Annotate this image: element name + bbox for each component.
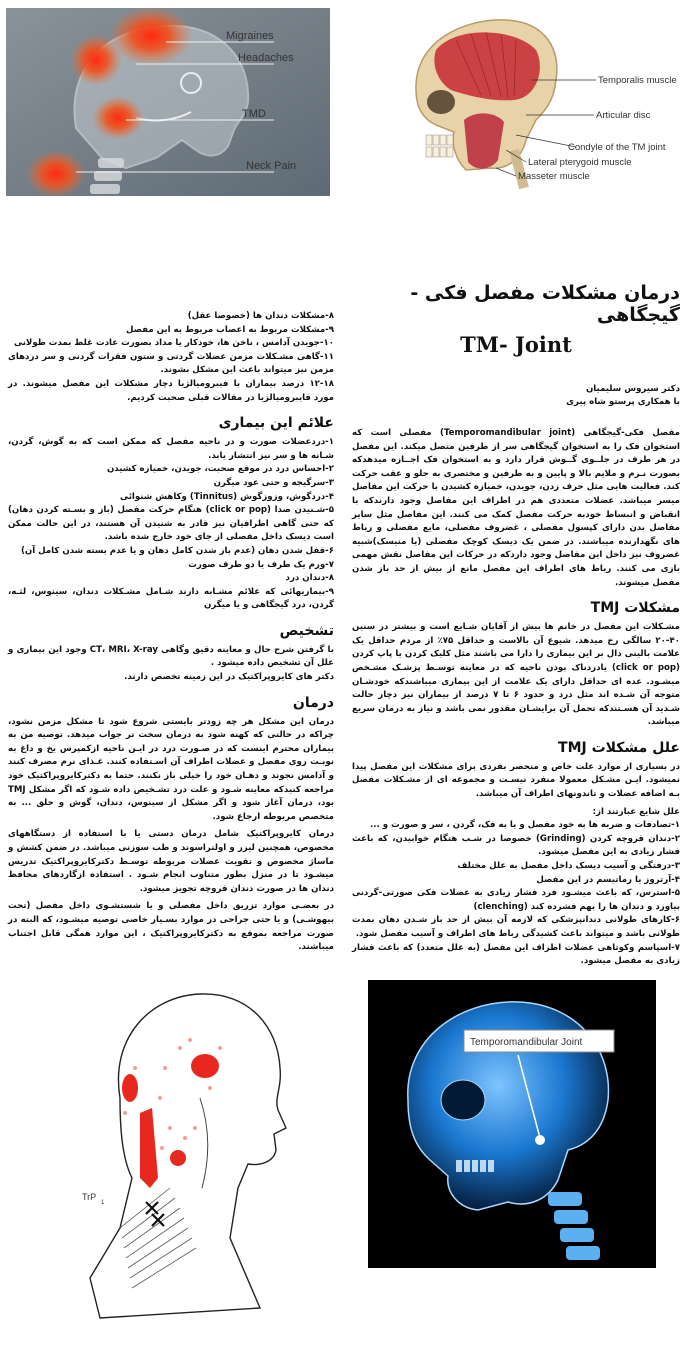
trp-label: TrP <box>82 1192 97 1202</box>
treatment-paragraph: درمان کایروپراکتیک شامل درمان دستی یا با استفاده از دستگاههای مخصوص، همچنین لیزر و اولتراسوند و طب سوزنی میباشد. در ضمن کشش و ماساژ مخصوص و تقویت عضلات مربوطه توسـط دکترکایروپراکتیک تدریس میشـود تا در منزل بطور متناوب انجام شـود . استفاده ازگاردهای محافظ دندان ها در صورت دندان قروچه تجویز میشود. <box>8 829 334 894</box>
symptom-item: ۶-قفل شدن دهان (عدم باز شدن کامل دهان و یا عدم بسته شدن کامل آن) <box>20 545 334 556</box>
symptom-item: ۹-بیماریهائی که علائم مشـابه دارند شـامل مشـکلات دندان، سینوس، لثـه، گردن، درد گیجگاهی و یا میگرن <box>8 586 334 611</box>
tmj-causes-paragraph: در بسیاری از موارد علت خاص و منحصر بفردی برای مشکلات این مفصل پیدا نمیشود. ایـن مشـکل معمولا منفرد نیسـت و مجموعه ای از مشـکلات مفصل بـه اضافه عضلات و تاندونهای اطراف آن میباشد. <box>352 761 680 800</box>
neck-glow <box>26 150 86 196</box>
cause-item: ۳-درفتگی و آسیب دیسک داخل مفصل به علل مختلف <box>457 861 680 872</box>
head-pain-illustration <box>6 8 330 196</box>
author-name: دکتر سیروس سلیمیان <box>585 384 680 394</box>
trp-subscript: 1 <box>101 1200 105 1206</box>
headache-glow <box>70 34 122 86</box>
article-subtitle: TM- Joint <box>460 332 572 357</box>
pain-zone-temple <box>191 1054 219 1078</box>
label-condyle: Condyle of the TM joint <box>568 142 666 153</box>
label-masseter: Masseter muscle <box>518 171 590 182</box>
head-pain-figure <box>6 8 330 196</box>
diagnosis-text: با گرفتن شرح حال و معاینه دقیق وگاهی CT، MRI، X-ray وجود این بیماری و علل آن تشخیص داده میشود . <box>8 644 334 669</box>
cause-item: ۴-آرتروز یا رماتیسم در این مفصل <box>536 874 680 885</box>
cause-item: ۲-دندان قروچه کردن (Grinding) خصوصا در شـب هنگام خوابیدن، که باعث فشار زیادی به این مفصل میشود. <box>352 833 680 858</box>
section-heading-symptoms: علائم این بیماری <box>218 415 334 432</box>
symptom-item: ۷-ورم یک طرف یا دو طرف صورت <box>188 559 334 570</box>
cause-item: ۹-مشکلات مربوط به اعصاب مربوط به این مفصل <box>126 324 334 335</box>
label-headaches: Headaches <box>238 52 294 64</box>
cause-item: ۱۲-۱۸ درصد بیماران با فیبرومیالژیا دچار مشکلات این مفصل میشوند. در مورد فایبرومیالژیا در مقالات قبلی صحبت کردیم. <box>8 378 334 403</box>
label-migraines: Migraines <box>226 30 274 42</box>
cause-item: ۵-استرس، که باعث میشـود فرد فشار زیادی به عضلات فکی صورتی-گردنی بیاورد و دندان ها را بهم فشرده کند (clenching) <box>352 888 680 912</box>
symptom-item: ۸-دندان درد <box>285 573 334 584</box>
pain-zone-jaw <box>170 1150 186 1166</box>
cause-item: ۱۱-گاهی مشـکلات مزمن عضلات گردنی و ستون فقرات گردنی و سر دردهای مزمن نیز میتواند باعث این مشکل بشوند. <box>8 351 334 376</box>
section-heading-diagnosis: تشخیص <box>279 622 334 639</box>
treatment-paragraph: درمان این مشکل هر چه زودتر بایستی شروع شود تا مشکل مزمن نشود، چراکه در حالتی که کهنه شود به درمان سخت تر جواب میدهد. توصیه من به بیماران محترم اینست که در صـورت درد در ایـن ناحیه ازکمپرس یخ و داغ به نوبـت روی مفصل و عضلات اطراف آن اسـتفاده کنند. غـذای نرم مصرف کنند و آدامس نجوند و دهـان خود را خیلی باز نکنند. حتما به دکترکایروپراکتیک خود مراجعه کنیدکه معاینه شـود و علت درد تشـخیص داده شـود که اگر مشکل TMJ بود، درمان آغاز شود و اگر مشکل از سینوس، دندان، گوش و حلق ... به متخصص مربوطه ارجاع شود. <box>8 716 334 822</box>
symptom-item: ۵-شـنیدن صدا (click or pop) هنگام حرکت مفصل (باز و بسـته کردن دهان) که حتی گاهی اطرافیان نیز قادر به شنیدن آن هستند، در این حالت ممکن است دیسک داخل مفصلی از جای خود خارج شده باشد. <box>8 505 334 543</box>
cause-item: ۱۰-جویدن آدامس ، ناخن ها، خودکار یا مداد بصورت عادت غلط بمدت طولانی <box>14 338 334 349</box>
cause-item: ۶-کارهای طولانی دندانپزشکی که لازمه آن بیش از حد باز شـدن دهان بمدت طولانی باشد و میتواند باعث کشیدگی رباط های اطراف و آسیب مفصل شود. <box>352 915 680 939</box>
tmj-problems-paragraph: مشـکلات این مفصل در خانم ها بیش از آقایان شـایع است و بیشتر در سنین ۴۰-۲۰ سالگی رخ میدهد. شیوع آن بالاست و حداقل ۷۵٪ از مردم حداقل یک علامت بالینی دال بر این بیماری را دارا می باشند مثل کلیک کردن یا پاپ کردن (click or pop) یادردناک بودن ناحیه که در معاینه توسـط پزشـک مشـخص میشـود. عده ای حداقل دارای یک علامت از این بیماری میباشندکه خودشـان متوجه آن شـده اند مثل درد و حدود ۶ تا ۷ درصد از بیماران نیز دچار حالت شـدید آن هسـتندکه تحمل آن برایشـان مقدور نمی باشد و نیاز به درمان سریع میباشد. <box>352 622 681 728</box>
intro-paragraph: مفصل فکی-گیجگاهی (Temporomandibular joint) مفصلی است که استخوان فک را به استخوان گیجگاهی سر از طرفین متصل میکند. این مفصل در هر طرف در جلــوی گــوش قرار دارد و به استخوان فک اجــازه میدهدکه بصورت نـرم و ملایم بالا و پایین و به طرفین و مختصری به جلو و عقب حرکت کند. فعالیت هایی مثل حرف زدن، جویدن، خمیازه کشیدن با حرکت این مفاصل میسر میباشد. عضلات متعددی هم در اطراف این مفاصل وجود دارندکه با انقباض و انبساط خودبه حرکت مفصل کمک می کنند. این مفاصل مثل سایر مفاصل بدن دارای کپسول مفصلی ، غضروف مفصلی، مایع مفصلی و رباط های نگهدارنده میباشند. در ضمن یک دیسک کوچک مفصلی (یا منیسک)شبیه غضروف نیز داخل این مفاصل وجود داردکه در حرکات این مفاصل نقش مهمی بازی می کنند. رباط های اطراف این مفصل مانع از بیش از حد باز شدن مفصل میشوند. <box>352 428 680 588</box>
trigger-point-figure <box>60 978 306 1330</box>
cause-item: ۱-تصادفات و ضربه ها به خود مفصل و یا به فک، گردن ، سر و صورت و ... <box>369 820 680 831</box>
label-articular-disc: Articular disc <box>596 110 651 121</box>
article-left-column <box>8 310 334 959</box>
section-heading-tmj-causes: علل مشکلات TMJ <box>558 739 680 756</box>
section-heading-treatment: درمان <box>292 694 334 711</box>
section-heading-tmj-problems: مشکلات TMJ <box>590 600 680 617</box>
tmd-glow <box>92 96 144 140</box>
article-right-column <box>352 282 680 969</box>
skull-muscle-illustration <box>396 10 684 190</box>
skull-muscle-figure <box>396 10 684 190</box>
pain-zone-occipital <box>122 1074 138 1102</box>
symptom-item: ۲-احساس درد در موقع صحبت، جویدن، خمیازه کشیدن <box>106 464 334 475</box>
treatment-paragraph: در بعضـی موارد تزریق داخل مفصلی و یا شستشـوی داخل مفصل (تحت بیهوشـی) و یا حتی جراحی در موارد بسـیار خاصی توصیه میشـود، که البته در صورت مراجعه بموقع به دکترکایروپراکتیک ، این موارد همگی قابل اجتناب میباشند. <box>8 901 334 953</box>
symptom-item: ۳-سرگیجه و حتی عود میگرن <box>213 477 334 488</box>
label-neck-pain: Neck Pain <box>246 160 297 172</box>
symptom-item: ۴-دردگوش، وزوزگوش (Tinnitus) وکاهش شنوائی <box>120 491 334 502</box>
author-block <box>352 383 680 409</box>
cause-item: ۸-مشکلات دندان ها (خصوصا عقل) <box>187 311 334 321</box>
article-title: درمان مشکلات مفصل فکی - گیجگاهی <box>410 282 680 326</box>
label-temporalis: Temporalis muscle <box>598 75 677 86</box>
symptom-item: ۱-دردعضلات صورت و در ناحیه مفصل که ممکن است که به گوش، گردن، شـانه ها و سر نیز انتشار یابد. <box>8 437 334 461</box>
xray-label: Temporomandibular Joint <box>470 1037 583 1048</box>
author-collaborator: با همکاری پرستو شاه پیری <box>566 397 680 407</box>
label-tmd: TMD <box>242 108 266 120</box>
cause-item: ۷-اسپاسم وکوتاهی عضلات اطراف این مفصل (به علل متعدد) که باعث فشار زیادی به مفصل میشود. <box>352 942 680 967</box>
causes-list-intro: علل شایع عبارتند از: <box>592 806 680 817</box>
xray-skull-illustration <box>368 980 656 1268</box>
diagnosis-text-2: دکتر های کایروپراکتیک در این زمینه تخصص دارند. <box>124 672 334 683</box>
label-lateral-pterygoid: Lateral pterygoid muscle <box>528 157 632 168</box>
xray-skull-figure <box>368 980 656 1268</box>
trigger-point-illustration <box>60 978 306 1330</box>
